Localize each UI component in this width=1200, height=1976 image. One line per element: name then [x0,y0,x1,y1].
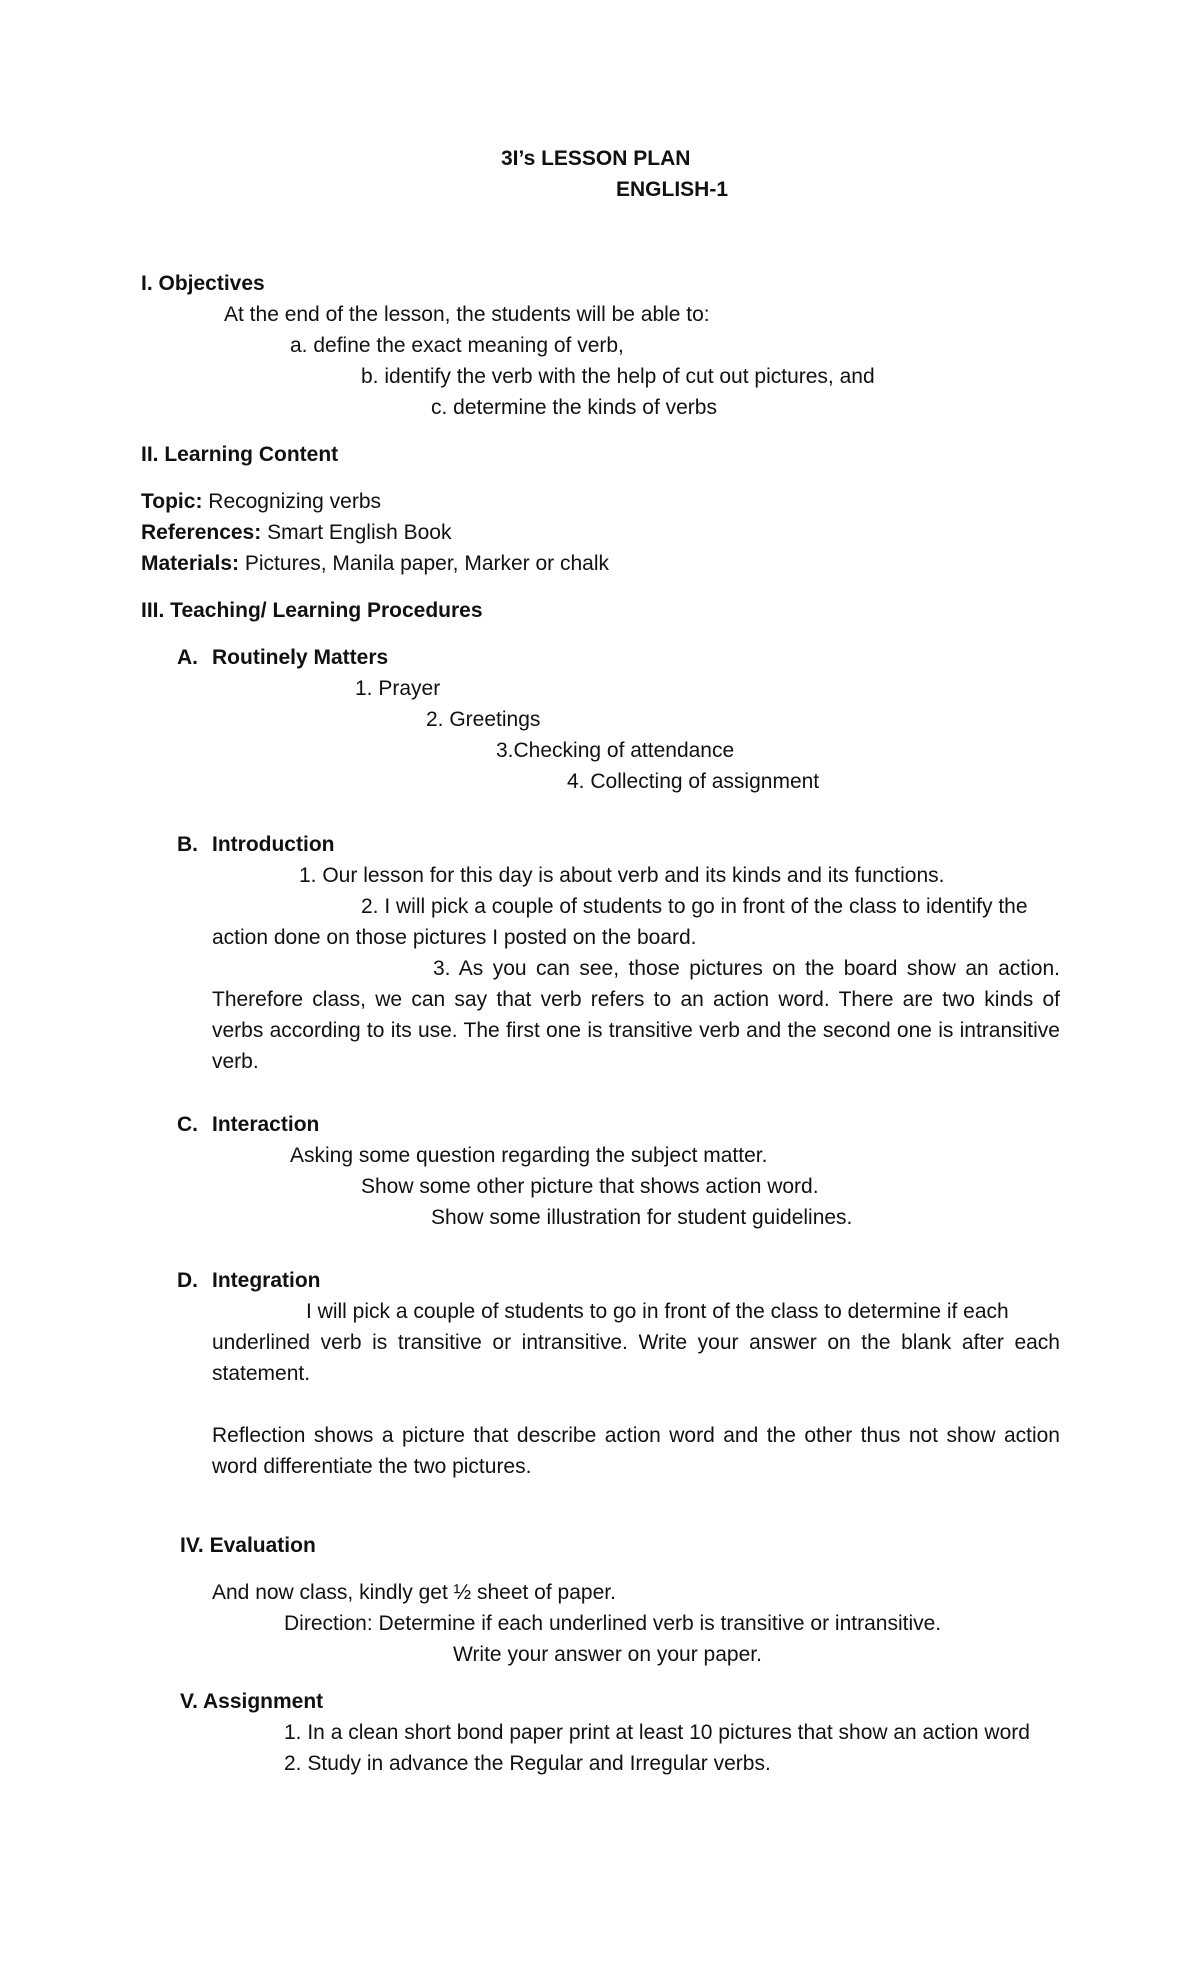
integration-paragraph: I will pick a couple of students to go in front of the class to determine if each [306,1300,1009,1323]
references-line [141,517,452,548]
objective-item: a. define the exact meaning of verb, [290,334,624,357]
references-label: References: [141,521,262,544]
learning-content-heading: II. Learning Content [141,443,339,466]
interaction-item: Asking some question regarding the subject matter. [290,1144,768,1167]
interaction-item: Show some illustration for student guidelines. [431,1206,853,1229]
assignment-item: 2. Study in advance the Regular and Irregular verbs. [284,1752,771,1775]
introduction-item: 2. I will pick a couple of students to go in front of the class to identify the [361,895,1028,918]
evaluation-direction: Direction: Determine if each underlined verb is transitive or intransitive. [284,1612,942,1635]
evaluation-line: And now class, kindly get ½ sheet of paper. [212,1581,616,1604]
section-letter: A. [177,646,198,669]
routinely-heading: Routinely Matters [212,646,389,669]
assignment-item: 1. In a clean short bond paper print at least 10 pictures that show an action word [284,1721,1030,1744]
routine-item: 2. Greetings [426,708,541,731]
section-letter: D. [177,1269,198,1292]
introduction-item-continuation: action done on those pictures I posted on the board. [212,926,697,949]
topic-line [141,486,381,517]
objectives-intro: At the end of the lesson, the students will be able to: [224,303,710,326]
objective-item: c. determine the kinds of verbs [431,396,717,419]
introduction-item-continuation: Therefore class, we can say that verb refers to an action word. There are two kinds of verbs according to its use. The first one is transitive verb and the second one is intransitive verb. [212,988,1060,1073]
topic-value: Recognizing verbs [202,490,382,513]
integration-heading: Integration [212,1269,321,1292]
routine-item: 3.Checking of attendance [496,739,735,762]
objective-item: b. identify the verb with the help of cut out pictures, and [361,365,875,388]
references-value: Smart English Book [261,521,452,544]
introduction-heading: Introduction [212,833,335,856]
routine-item: 4. Collecting of assignment [567,770,820,793]
topic-label: Topic: [141,490,203,513]
section-letter: B. [177,833,198,856]
evaluation-heading: IV. Evaluation [180,1534,316,1557]
document-subject: ENGLISH-1 [616,178,729,201]
section-letter: C. [177,1113,198,1136]
integration-paragraph-continuation: underlined verb is transitive or intransitive. Write your answer on the blank after each statement. [212,1331,1060,1385]
reflection-paragraph: Reflection shows a picture that describe action word and the other thus not show action word differentiate the two pictures. [212,1424,1060,1478]
interaction-heading: Interaction [212,1113,320,1136]
document-title: 3I’s LESSON PLAN [501,147,691,170]
interaction-item: Show some other picture that shows action word. [361,1175,819,1198]
objectives-heading: I. Objectives [141,272,265,295]
routine-item: 1. Prayer [355,677,441,700]
introduction-item: 3. As you can see, those pictures on the board show an action. [433,957,1060,980]
materials-line [141,548,609,579]
evaluation-line: Write your answer on your paper. [453,1643,762,1666]
materials-value: Pictures, Manila paper, Marker or chalk [239,552,610,575]
procedures-heading: III. Teaching/ Learning Procedures [141,599,483,622]
materials-label: Materials: [141,552,240,575]
assignment-heading: V. Assignment [180,1690,324,1713]
introduction-item: 1. Our lesson for this day is about verb and its kinds and its functions. [299,864,945,887]
